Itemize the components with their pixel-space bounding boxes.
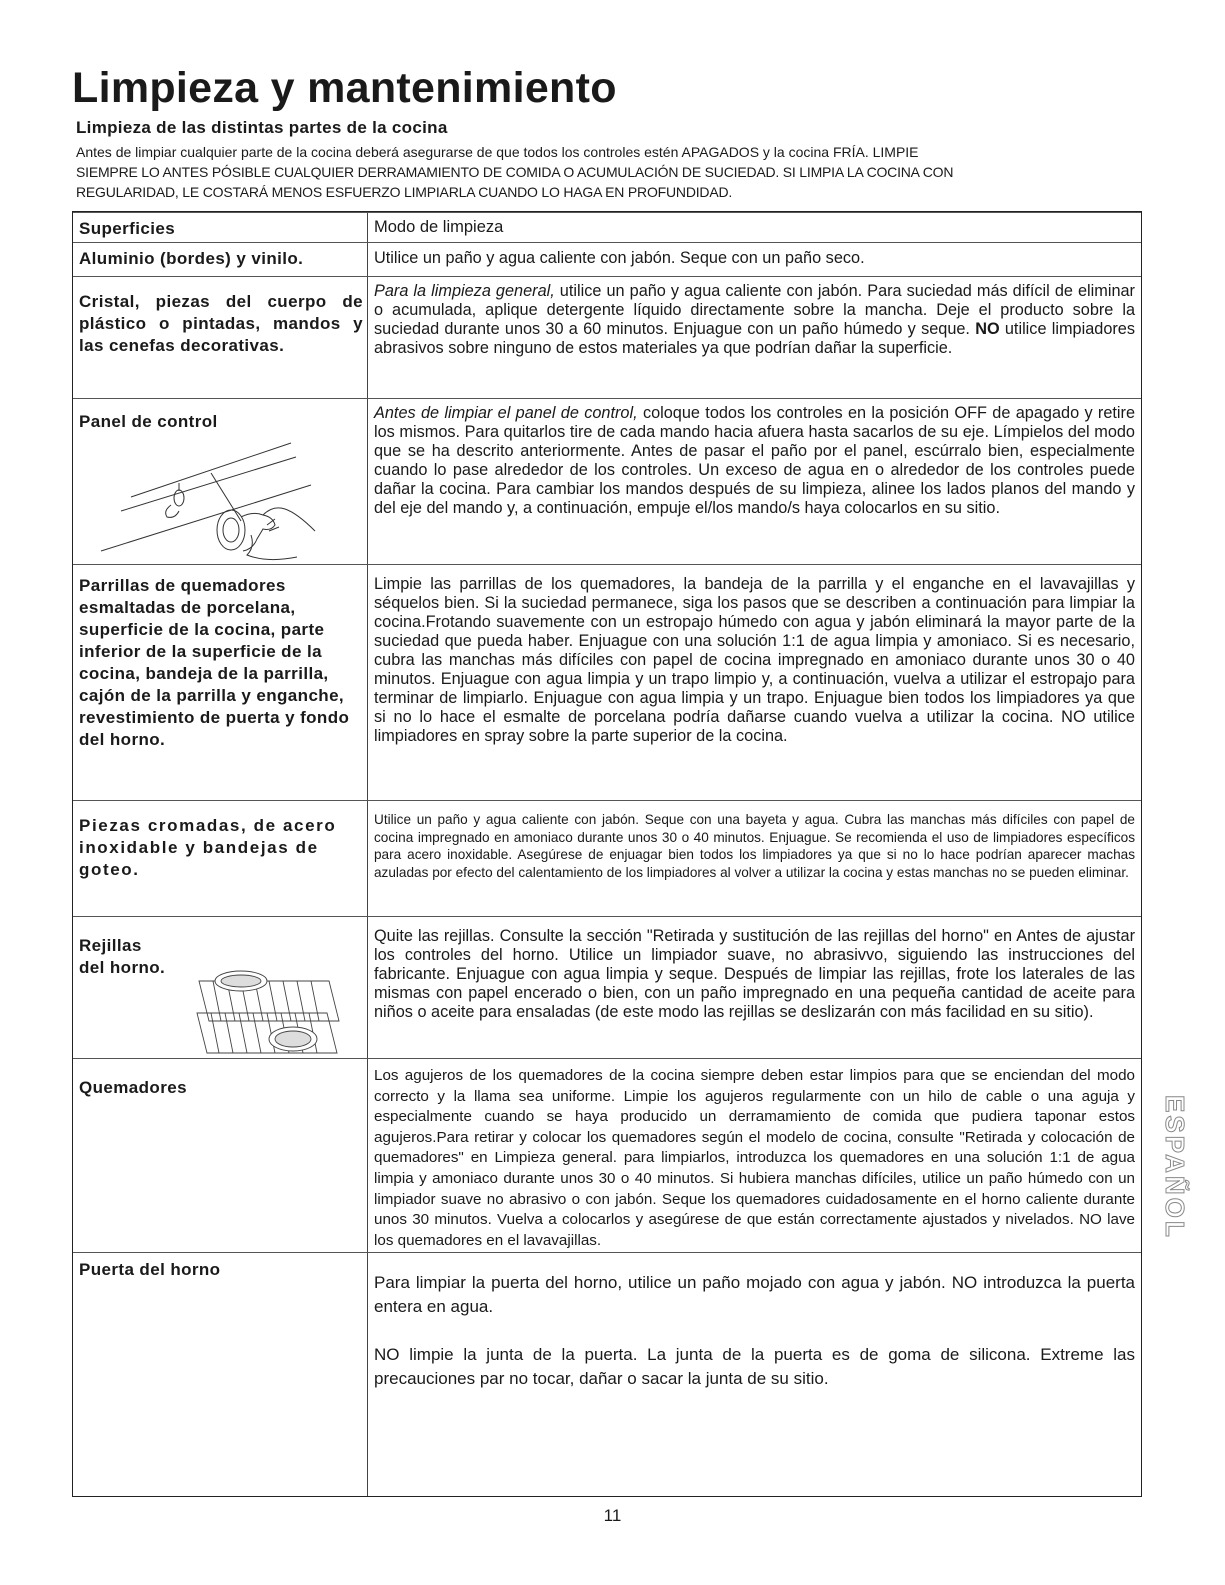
surface-cell: Quemadores: [79, 1078, 187, 1097]
cleaning-table: [72, 211, 1142, 1497]
method-cell: [374, 282, 1135, 358]
control-knob-illustration: [91, 435, 341, 561]
table-row: [73, 564, 1141, 801]
table-row: [73, 1058, 1141, 1253]
method-cell: Utilice un paño y agua caliente con jabón. Seque con una bayeta y agua. Cubra las manchas más difíciles con papel de cocina impregnado en amoniaco durante unos 30 o 40 minutos. Enjuague. Se recomienda el uso de limpiadores específicos para acero inoxidable. Asegúrese de enjuagar bien todos los limpiadores ya que si no lo hace podrían aparecer machas azuladas por efecto del calentamiento de los limpiadores al volver a utilizar la cocina y estas manchas no se pueden eliminar.: [374, 812, 1135, 880]
method-italic-lead: Para la limpieza general,: [374, 282, 555, 300]
intro-paragraph: [76, 142, 1142, 202]
table-row: [73, 276, 1141, 399]
table-row: [73, 800, 1141, 917]
header-method: Modo de limpieza: [374, 218, 504, 236]
intro-line-1: Antes de limpiar cualquier parte de la cocina deberá asegurarse de que todos los controles estén APAGADOS y la cocina FRÍA. LIMPIE: [76, 144, 919, 160]
method-bold-no: NO: [975, 320, 1000, 338]
table-row: [73, 1252, 1141, 1497]
surface-cell: Aluminio (bordes) y vinilo.: [79, 249, 304, 268]
surface-cell: Puerta del horno: [79, 1260, 221, 1279]
method-paragraph: NO limpie la junta de la puerta. La junta de la puerta es de goma de silicona. Extreme las precauciones par no tocar, dañar o sacar la junta de su sitio.: [374, 1345, 1135, 1388]
intro-line-2: SIEMPRE LO ANTES PÓSIBLE CUALQUIER DERRAMAMIENTO DE COMIDA O ACUMULACIÓN DE SUCIEDAD. SI LIMPIA LA COCINA CON: [76, 164, 954, 180]
surface-cell: Cristal, piezas del cuerpo de plástico o pintadas, mandos y las cenefas decorativas.: [79, 292, 363, 355]
method-italic-lead: Antes de limpiar el panel de control,: [374, 404, 638, 422]
method-cell: Los agujeros de los quemadores de la cocina siempre deben estar limpios para que se enciendan del modo correcto y la llama sea uniforme. Limpie los agujeros regularmente con un hilo de cable o una aguja y especialmente cuando se haya producido un derramamiento de comida que pudiera taponar estos agujeros.Para retirar y colocar los quemadores según el modelo de cocina, consulte "Retirada y colocación de quemadores" en Limpieza general. para limpiarlos, introduzca los quemadores en una solución 1:1 de agua limpia y amoniaco durante unos 30 o 40 minutos. Si hubiera manchas difíciles, utilice un paño húmedo con un limpiador suave no abrasivo o con jabón. Seque los quemadores cuidadosamente en el horno caliente durante unos 30 minutos. Vuelva a colocarlos y asegúrese de que están correctamente ajustados y nivelados. NO lave los quemadores en el lavavajillas.: [374, 1067, 1135, 1249]
table-row: [73, 398, 1141, 565]
method-text: utilice un paño y agua caliente con jabón. Para suciedad más difícil de eliminar o acumulada, aplique detergente líquido directamente sobre la mancha. Deje el producto sobre la suciedad durante unos 30 a 60 minutos. Enjuague con un paño húmedo y seque.: [374, 282, 1135, 338]
method-paragraph: Para limpiar la puerta del horno, utilice un paño mojado con agua y jabón. NO introduzca la puerta entera en agua.: [374, 1273, 1135, 1316]
oven-rack-illustration: [189, 951, 347, 1061]
method-text: utilice limpiadores abrasivos sobre ninguno de estos materiales ya que podrían dañar la superficie.: [374, 320, 1135, 357]
method-cell: [374, 404, 1135, 518]
intro-line-3: REGULARIDAD, LE COSTARÁ MENOS ESFUERZO LIMPIARLA CUANDO LO HAGA EN PROFUNDIDAD.: [76, 184, 733, 200]
table-row: [73, 242, 1141, 277]
page-number: 11: [603, 1506, 622, 1525]
surface-line: Rejillas: [79, 936, 142, 955]
method-cell: Limpie las parrillas de los quemadores, la bandeja de la parrilla y el enganche en el lavavajillas y séquelos bien. Si la suciedad permanece, siga los pasos que se describen a continuación para limpiar la cocina.Frotando suavemente con un estropajo húmedo con agua y jabón eliminará la mayor parte de la suciedad que pueda haber. Enjuague con una solución 1:1 de agua limpia y amoniaco. Si es necesario, cubra las manchas más difíciles con papel de cocina impregnado en amoniaco durante unos 30 o 40 minutos. Enjuague con agua limpia y un trapo limpio y, a continuación, vuelva a utilizar el estropajo para terminar de limpiarlo. Enjuague con agua limpia y un trapo. Enjuague bien todos los limpiadores ya que si no lo hace el esmalte de porcelana podría dañarse cuando vuelva a utilizar la cocina. NO utilice limpiadores en spray sobre la parte superior de la cocina.: [374, 575, 1135, 745]
surface-cell: Parrillas de quemadores esmaltadas de porcelana, superficie de la cocina, parte inferior de la superficie de la cocina, bandeja de la parrilla, cajón de la parrilla y enganche, revestimiento de puerta y fondo del horno.: [79, 576, 350, 749]
surface-cell: Piezas cromadas, de acero inoxidable y bandejas de goteo.: [79, 816, 337, 879]
page-title: Limpieza y mantenimiento: [72, 64, 617, 112]
method-cell: Utilice un paño y agua caliente con jabón. Seque con un paño seco.: [374, 249, 865, 267]
table-row: [73, 916, 1141, 1059]
method-text: coloque todos los controles en la posición OFF de apagado y retire los mismos. Para quitarlos tire de cada mando hacia afuera hasta sacarlos de su eje. Límpielos del modo que se ha descrito anteriormente. Antes de pasar el paño por el panel, escúrralo bien, especialmente cuando lo pase alrededor de los controles. Un exceso de agua en o alrededor de los controles puede dañar la cocina. Para cambiar los mandos después de su limpieza, alinee los lados planos del mando y del eje del mando y, a continuación, empuje el/los mando/s haya colocarlos en su sitio.: [374, 404, 1135, 517]
surface-cell: Panel de control: [79, 412, 218, 431]
method-cell: [374, 1271, 1135, 1391]
table-header-row: [73, 212, 1141, 243]
section-heading: Limpieza de las distintas partes de la cocina: [76, 118, 448, 137]
method-cell: Quite las rejillas. Consulte la sección "Retirada y sustitución de las rejillas del horno" en Antes de ajustar los controles del horno. Utilice un limpiador suave, no abrasivvo, siguiendo las instrucciones del fabricante. Enjuague con agua limpia y seque. Después de limpiar las rejillas, frote los laterales de las mismas con papel encerado o bien, con un paño impregnado en una pequeña cantidad de aceite para niños o aceite para ensaladas (de este modo las rejillas se deslizarán con más facilidad en su sitio).: [374, 927, 1135, 1021]
side-language-tab: [1150, 1095, 1190, 1255]
surface-line: del horno.: [79, 958, 166, 977]
side-tab-label: ESPAÑOL: [1160, 1095, 1190, 1240]
header-surface: Superficies: [79, 219, 176, 238]
